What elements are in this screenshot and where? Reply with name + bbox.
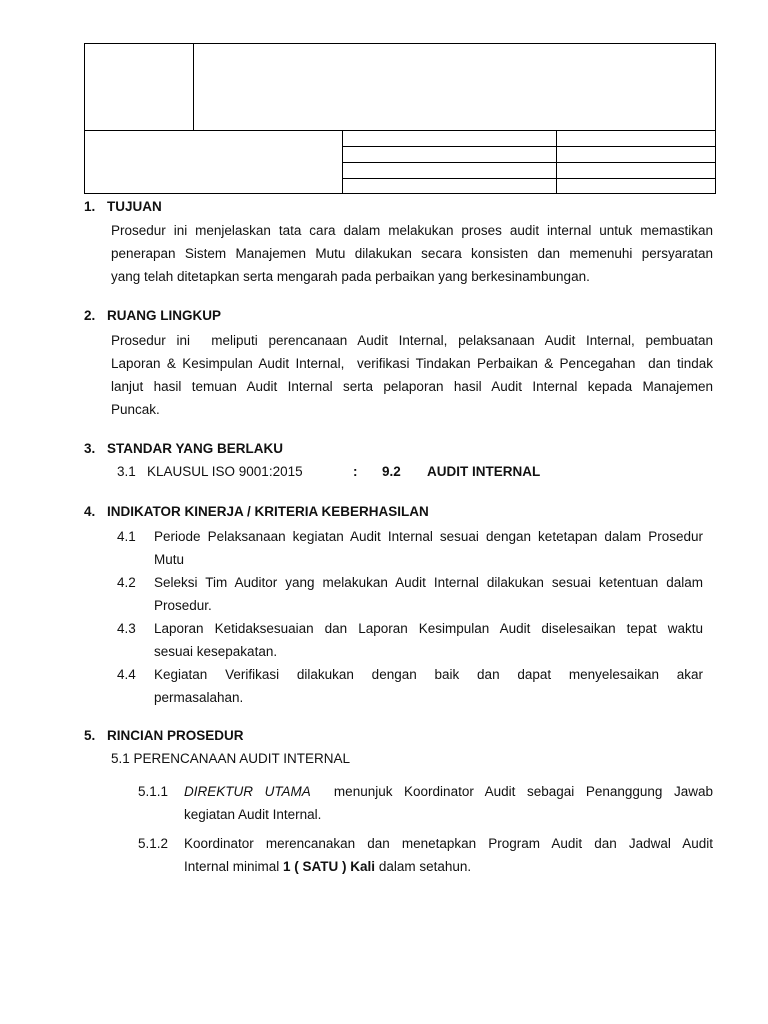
step-text-line: kegiatan Audit Internal. bbox=[184, 807, 322, 822]
section-title: RUANG LINGKUP bbox=[107, 308, 221, 323]
paragraph-line: Puncak. bbox=[111, 402, 160, 417]
section-title: RINCIAN PROSEDUR bbox=[107, 728, 244, 743]
logo-cell bbox=[84, 43, 194, 131]
clause-title: AUDIT INTERNAL bbox=[427, 464, 541, 479]
step-actor: DIREKTUR UTAMA bbox=[184, 784, 311, 799]
procedure-step bbox=[138, 780, 713, 826]
meta-cell-1b bbox=[556, 130, 716, 147]
procedure-step bbox=[138, 832, 713, 878]
step-text-line bbox=[184, 855, 713, 878]
indicator-item bbox=[117, 571, 703, 617]
item-number: 4.4 bbox=[117, 667, 136, 682]
title-cell bbox=[193, 43, 716, 131]
indicator-item bbox=[117, 525, 703, 571]
standard-item bbox=[117, 464, 557, 482]
item-number: 3.1 bbox=[117, 464, 136, 479]
section-2-body bbox=[111, 329, 713, 421]
step-text: menunjuk Koordinator Audit sebagai Penanggung Jawab bbox=[310, 784, 713, 799]
section-number: 4. bbox=[84, 504, 96, 519]
section-number: 1. bbox=[84, 199, 96, 214]
separator-colon: : bbox=[353, 464, 358, 479]
step-number: 5.1.2 bbox=[138, 836, 169, 851]
section-number: 3. bbox=[84, 441, 96, 456]
indicator-item bbox=[117, 663, 703, 709]
indicator-item bbox=[117, 617, 703, 663]
item-label: KLAUSUL ISO 9001:2015 bbox=[147, 464, 303, 479]
meta-cell-4a bbox=[342, 178, 557, 194]
section-title: INDIKATOR KINERJA / KRITERIA KEBERHASILAN bbox=[107, 504, 429, 519]
document-code-cell bbox=[84, 130, 343, 194]
item-text-line: Seleksi Tim Auditor yang melakukan Audit Internal dilakukan sesuai ketentuan dalam bbox=[154, 575, 703, 590]
step-number: 5.1.1 bbox=[138, 784, 169, 799]
step-text: dalam setahun. bbox=[375, 859, 472, 874]
meta-cell-1a bbox=[342, 130, 557, 147]
step-text-line bbox=[184, 780, 713, 803]
item-text-line: permasalahan. bbox=[154, 690, 244, 705]
meta-cell-3b bbox=[556, 162, 716, 179]
document-header-table bbox=[84, 43, 716, 194]
meta-cell-4b bbox=[556, 178, 716, 194]
clause-number: 9.2 bbox=[382, 464, 401, 479]
item-text-line: Kegiatan Verifikasi dilakukan dengan baik dan dapat menyelesaikan akar bbox=[154, 667, 703, 682]
paragraph-line: penerapan Sistem Manajemen Mutu dilakukan secara konsisten dan memenuhi persyaratan bbox=[111, 246, 713, 261]
paragraph-line: Laporan & Kesimpulan Audit Internal, verifikasi Tindakan Perbaikan & Pencegahan dan tindak bbox=[111, 356, 713, 371]
paragraph-line: Prosedur ini menjelaskan tata cara dalam melakukan proses audit internal untuk memastikan bbox=[111, 223, 713, 238]
item-text-line: Mutu bbox=[154, 552, 185, 567]
frequency-emphasis: 1 ( SATU ) Kali bbox=[283, 859, 376, 874]
meta-cell-2a bbox=[342, 146, 557, 163]
item-number: 4.2 bbox=[117, 575, 136, 590]
paragraph-line: Prosedur ini meliputi perencanaan Audit Internal, pelaksanaan Audit Internal, pembuatan bbox=[111, 333, 713, 348]
paragraph-line: yang telah ditetapkan serta mengarah pada perbaikan yang berkesinambungan. bbox=[111, 269, 590, 284]
paragraph-line: lanjut hasil temuan Audit Internal serta pelaporan hasil Audit Internal kepada Manajemen bbox=[111, 379, 713, 394]
item-text-line: Prosedur. bbox=[154, 598, 212, 613]
item-number: 4.3 bbox=[117, 621, 136, 636]
item-text-line: sesuai kesepakatan. bbox=[154, 644, 278, 659]
item-number: 4.1 bbox=[117, 529, 136, 544]
step-text: Internal minimal bbox=[184, 859, 284, 874]
section-title: TUJUAN bbox=[107, 199, 162, 214]
item-text-line: Laporan Ketidaksesuaian dan Laporan Kesimpulan Audit diselesaikan tepat waktu bbox=[154, 621, 703, 636]
section-number: 5. bbox=[84, 728, 96, 743]
subsection-title: 5.1 PERENCANAAN AUDIT INTERNAL bbox=[111, 751, 351, 766]
meta-cell-3a bbox=[342, 162, 557, 179]
section-1-body bbox=[111, 219, 713, 288]
section-title: STANDAR YANG BERLAKU bbox=[107, 441, 284, 456]
step-text-line: Koordinator merencanakan dan menetapkan Program Audit dan Jadwal Audit bbox=[184, 836, 713, 851]
item-text-line: Periode Pelaksanaan kegiatan Audit Internal sesuai dengan ketetapan dalam Prosedur bbox=[154, 529, 703, 544]
meta-cell-2b bbox=[556, 146, 716, 163]
section-number: 2. bbox=[84, 308, 96, 323]
